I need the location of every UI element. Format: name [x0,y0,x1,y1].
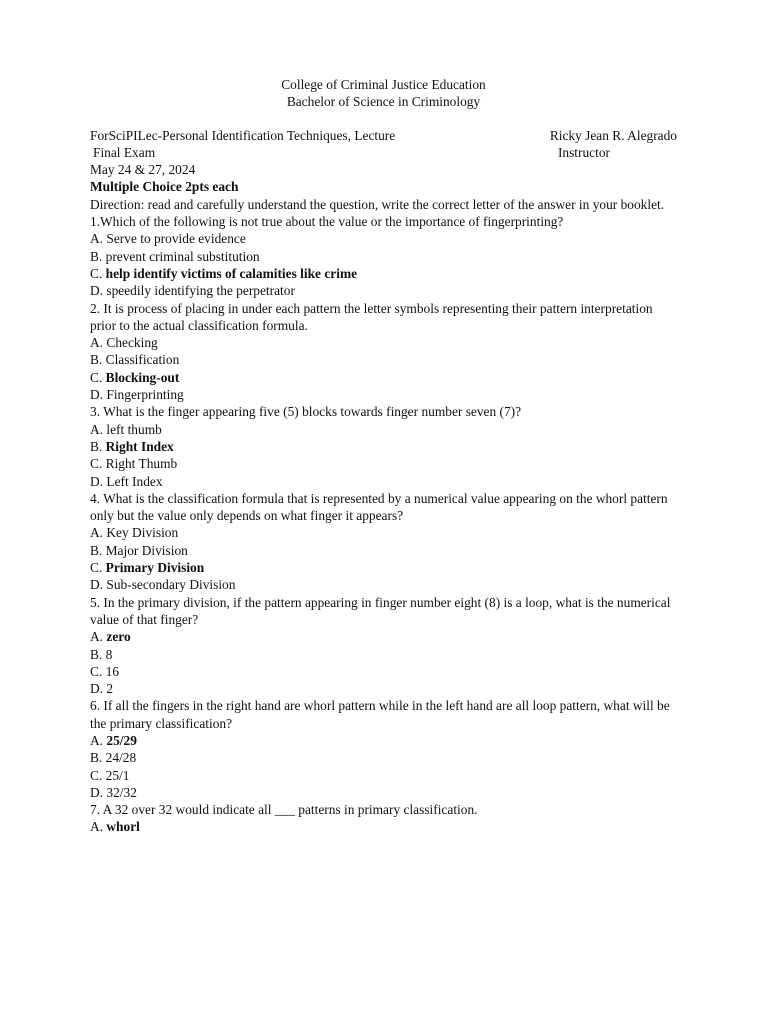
option-text: Sub-secondary Division [106,577,236,593]
option-text: Left Index [106,473,163,489]
option-text: Checking [106,335,158,351]
correct-answer-text: Right Index [105,438,174,454]
option-text: 16 [105,663,120,679]
option-letter: B. [90,248,103,264]
answer-option [90,369,677,386]
question-text: 3. What is the finger appearing five (5) blocks towards finger number seven (7)? [90,404,522,420]
option-letter: D. [90,387,104,403]
option-letter: B. [90,352,103,368]
question-text: 5. In the primary division, if the pattern appearing in finger number eight (8) is a loop, what is the numerical value of that finger? [90,594,671,627]
course-title: ForSciPILec-Personal Identification Techniques, Lecture [90,127,396,143]
answer-option [90,646,677,663]
answer-option [90,265,677,282]
exam-type: Final Exam [93,144,156,160]
option-text: speedily identifying the perpetrator [106,283,295,299]
answer-option [90,386,677,403]
option-letter: B. [90,542,103,558]
answer-option [90,680,677,697]
question-text: 7. A 32 over 32 would indicate all ___ patterns in primary classification. [90,802,478,818]
option-letter: D. [90,577,104,593]
question-text: 2. It is process of placing in under each pattern the letter symbols representing their pattern interpretation prior to the actual classification formula. [90,300,653,333]
correct-answer-text: zero [106,629,131,645]
option-letter: D. [90,283,104,299]
option-letter: D. [90,681,104,697]
question-block [90,213,677,299]
option-text: 32/32 [106,784,137,800]
option-letter: A. [90,732,104,748]
answer-option [90,334,677,351]
question-text: 4. What is the classification formula that is represented by a numerical value appearing on the whorl pattern only but the value only depends on what finger it appears? [90,490,668,524]
question-block [90,594,677,698]
answer-option [90,473,677,490]
correct-answer-text: Blocking-out [105,369,180,385]
course-row [90,127,677,144]
question-block [90,300,677,404]
answer-option [90,421,677,438]
directions: Direction: read and carefully understand the question, write the correct letter of the answer in your booklet. [90,196,665,212]
answer-option [90,818,677,835]
option-text: prevent criminal substitution [105,248,260,264]
option-letter: C. [90,767,103,783]
exam-document [90,76,677,836]
option-text: Classification [105,352,180,368]
exam-subtitle-row [90,144,677,161]
answer-option [90,248,677,265]
answer-option [90,767,677,784]
section-title: Multiple Choice 2pts each [90,179,239,195]
option-text: 2 [106,681,114,697]
option-text: Major Division [105,542,188,558]
option-text: left thumb [106,421,162,437]
question-block [90,403,677,489]
option-text: Serve to provide evidence [106,231,246,247]
option-letter: A. [90,335,104,351]
answer-option [90,732,677,749]
answer-option [90,230,677,247]
option-letter: A. [90,525,104,541]
correct-answer-text: Primary Division [105,560,205,576]
answer-option [90,559,677,576]
question-block [90,801,677,836]
correct-answer-text: whorl [106,819,140,835]
answer-option [90,455,677,472]
question-text: 1.Which of the following is not true about the value or the importance of fingerprinting? [90,214,564,230]
option-letter: D. [90,784,104,800]
answer-option [90,784,677,801]
option-letter: A. [90,819,104,835]
option-letter: A. [90,231,104,247]
option-letter: C. [90,663,103,679]
question-text: 6. If all the fingers in the right hand are whorl pattern while in the left hand are all loop pattern, what will be the primary classification? [90,698,670,731]
correct-answer-text: 25/29 [106,732,137,748]
correct-answer-text: help identify victims of calamities like crime [105,265,358,281]
question-block [90,697,677,801]
college-name: College of Criminal Justice Education [281,77,486,92]
answer-option [90,438,677,455]
option-letter: B. [90,646,103,662]
option-text: Fingerprinting [106,387,184,403]
answer-option [90,282,677,299]
option-letter: B. [90,438,103,454]
option-letter: A. [90,629,104,645]
answer-option [90,524,677,541]
option-letter: C. [90,456,103,472]
option-text: 24/28 [105,750,137,766]
option-letter: B. [90,750,103,766]
question-block [90,490,677,594]
program-name: Bachelor of Science in Criminology [286,94,481,110]
option-letter: A. [90,421,104,437]
option-text: 8 [105,646,113,662]
exam-date: May 24 & 27, 2024 [90,162,196,178]
answer-option [90,628,677,645]
option-letter: C. [90,369,103,385]
option-text: 25/1 [105,767,130,783]
option-letter: C. [90,265,103,281]
question-list [90,213,677,836]
instructor-name: Ricky Jean R. Alegrado [549,127,677,143]
answer-option [90,749,677,766]
answer-option [90,542,677,559]
option-letter: D. [90,473,104,489]
instructor-label: Instructor [557,144,610,160]
answer-option [90,663,677,680]
option-letter: C. [90,560,103,576]
answer-option [90,576,677,593]
option-text: Key Division [106,525,179,541]
answer-option [90,351,677,368]
option-text: Right Thumb [105,456,178,472]
